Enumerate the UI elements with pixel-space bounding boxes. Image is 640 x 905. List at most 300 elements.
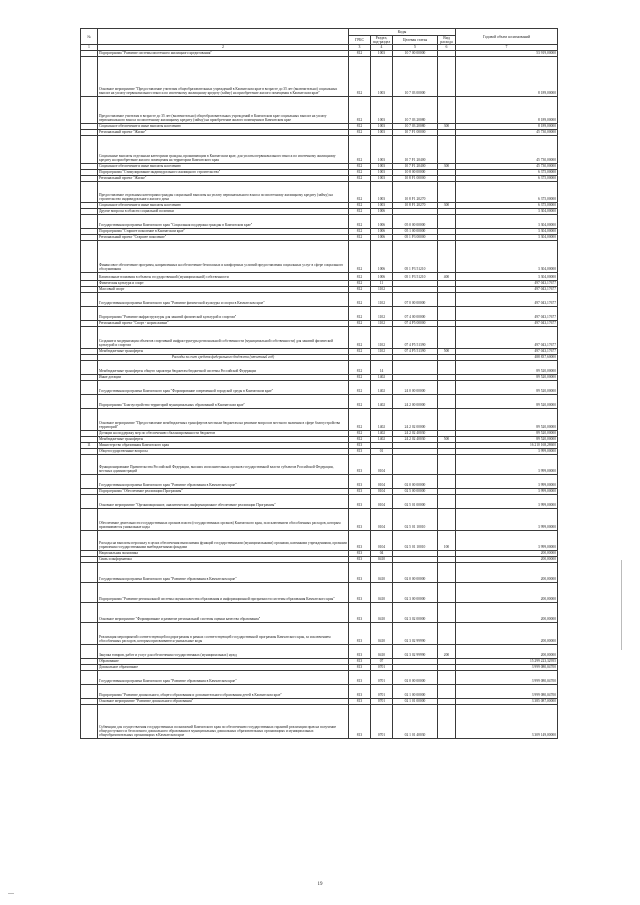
row-name-cell: Подпрограмма "Старшее поколение в Камчатском крае" bbox=[98, 228, 349, 234]
row-name-cell: Другие вопросы в области социальной политики bbox=[98, 208, 349, 214]
row-name-cell: Государственная программа Камчатского края "Развитие образования в Камчатском крае" bbox=[98, 670, 349, 684]
row-amount-cell: 3 999 080,04700 bbox=[456, 684, 558, 698]
row-name-cell: Основное мероприятие "Организационное, аналитическое, информационное обеспечение реализации Программы" bbox=[98, 494, 349, 508]
row-kind-cell bbox=[438, 622, 456, 644]
table-header bbox=[81, 29, 558, 51]
row-amount-cell: 89 520,00000 bbox=[456, 436, 558, 442]
row-grbs-cell: 812 bbox=[349, 320, 371, 326]
row-number-cell bbox=[81, 602, 98, 622]
row-grbs-cell: 812 bbox=[349, 175, 371, 181]
row-target-cell: 02 5 01 10010 bbox=[393, 530, 438, 550]
row-amount-cell: 89 520,00000 bbox=[456, 360, 558, 374]
table-row bbox=[81, 394, 558, 408]
row-section-cell: 1003 bbox=[371, 175, 393, 181]
table-row bbox=[81, 380, 558, 394]
row-name-cell: Функционирование Правительства Российской Федерации, высших исполнительных органов государственной власти субъектов Российской Федерации, местных администраций bbox=[98, 454, 349, 474]
row-name-cell: Государственная программа Камчатского края "Социальная поддержка граждан в Камчатском крае" bbox=[98, 214, 349, 228]
row-kind-cell bbox=[438, 360, 456, 374]
row-grbs-cell: 813 bbox=[349, 664, 371, 670]
row-amount-cell: 497 043,17677 bbox=[456, 306, 558, 320]
row-section-cell: 1003 bbox=[371, 202, 393, 208]
row-grbs-cell: 813 bbox=[349, 508, 371, 530]
row-kind-cell: 300 bbox=[438, 202, 456, 208]
row-name-cell: Основное мероприятие "Предоставление учителям общеобразовательных учреждений в Камчатском крае в возрасте до 35 лет (включительно) социальных выплат на уплату первоначального взноса по ипотечному жилищному кредиту (займу) на приобретение жилого помещения в Камчатском крае" bbox=[98, 56, 349, 96]
row-name-cell: Межбюджетные трансферты общего характера бюджетам бюджетной системы Российской Федерации bbox=[98, 360, 349, 374]
row-section-cell: 0104 bbox=[371, 508, 393, 530]
table-row bbox=[81, 474, 558, 488]
row-section-cell: 1102 bbox=[371, 306, 393, 320]
row-name-cell: Предоставление учителям в возрасте до 35 лет (включительно) общеобразовательных учреждений в Камчатском крае социальных выплат на уплату первоначального взноса по ипотечному жилищному кредиту (займу) на приобретение жилого помещения в Камчатском крае bbox=[98, 96, 349, 123]
row-amount-cell: 497 043,17677 bbox=[456, 280, 558, 286]
row-section-cell: 1003 bbox=[371, 123, 393, 129]
row-kind-cell bbox=[438, 582, 456, 602]
row-number-cell bbox=[81, 494, 98, 508]
row-amount-cell: 497 043,17677 bbox=[456, 292, 558, 306]
row-name-cell: Социальные выплаты отдельным категориям граждан, проживающим в Камчатском крае, для уплаты первоначального взноса по ипотечному жилищному кредиту на приобретение жилого помещения на территории Камчатского края bbox=[98, 135, 349, 163]
row-grbs-cell: 812 bbox=[349, 123, 371, 129]
scan-edge-mark bbox=[621, 560, 622, 650]
row-grbs-cell: 813 bbox=[349, 704, 371, 738]
row-section-cell: 1006 bbox=[371, 240, 393, 272]
row-name-cell: Социальное обеспечение и иные выплаты населению bbox=[98, 202, 349, 208]
table-row bbox=[81, 326, 558, 348]
row-number-cell bbox=[81, 360, 98, 374]
row-section-cell: 0104 bbox=[371, 530, 393, 550]
row-number-cell bbox=[81, 240, 98, 272]
row-target-cell: 10 7 03 00000 bbox=[393, 56, 438, 96]
table-row bbox=[81, 292, 558, 306]
row-amount-cell: 89 520,00000 bbox=[456, 408, 558, 430]
row-name-cell: Подпрограмма "Развитие дошкольного, общего образования и дополнительного образования детей в Камчатском крае" bbox=[98, 684, 349, 698]
row-amount-cell: 3 999,00000 bbox=[456, 508, 558, 530]
row-grbs-cell: 812 bbox=[349, 436, 371, 442]
row-amount-cell: 3 999,00000 bbox=[456, 488, 558, 494]
row-number-cell bbox=[81, 96, 98, 123]
row-section-cell: 0701 bbox=[371, 664, 393, 670]
table-body bbox=[81, 50, 558, 738]
row-section-cell: 1102 bbox=[371, 320, 393, 326]
row-target-cell: 07 4 00 00000 bbox=[393, 306, 438, 320]
table-row bbox=[81, 408, 558, 430]
table-row bbox=[81, 135, 558, 163]
row-name-cell: Расходы на выплаты персоналу в целях обеспечения выполнения функций государственными (муниципальными) органами, казенными учреждениями, органами управления государственными внебюджетными фондами bbox=[98, 530, 349, 550]
row-section-cell: 1006 bbox=[371, 214, 393, 228]
row-kind-cell: 300 bbox=[438, 123, 456, 129]
row-grbs-cell: 813 bbox=[349, 658, 371, 664]
table-row bbox=[81, 622, 558, 644]
row-target-cell: 07 4 P5 51390 bbox=[393, 348, 438, 354]
header-index: 6 bbox=[438, 45, 456, 50]
row-number-cell bbox=[81, 670, 98, 684]
row-kind-cell: 500 bbox=[438, 436, 456, 442]
row-number-cell bbox=[81, 474, 98, 488]
row-name-cell: Субвенции для осуществления государственных полномочий Камчатского края по обеспечению государственных гарантий реализации прав на получение общедоступного и бесплатного дошкольного образования в муниципальных дошкольных образовательных организациях и муниципальных общеобразовательных организациях в Камчатском крае bbox=[98, 704, 349, 738]
header-index: 1 bbox=[81, 45, 98, 50]
row-amount-cell: 3 999,00000 bbox=[456, 454, 558, 474]
row-grbs-cell: 813 bbox=[349, 550, 371, 556]
row-section-cell: 1006 bbox=[371, 234, 393, 240]
row-target-cell: 02 3 02 99990 bbox=[393, 644, 438, 658]
row-name-cell: Национальная экономика bbox=[98, 550, 349, 556]
row-target-cell: 24 0 00 00000 bbox=[393, 380, 438, 394]
row-section-cell: 04 bbox=[371, 550, 393, 556]
row-target-cell: 02 1 01 40030 bbox=[393, 704, 438, 738]
row-section-cell: 1102 bbox=[371, 326, 393, 348]
row-amount-cell: 89 520,00000 bbox=[456, 430, 558, 436]
table-row bbox=[81, 644, 558, 658]
row-grbs-cell: 813 bbox=[349, 670, 371, 684]
row-grbs-cell: 812 bbox=[349, 202, 371, 208]
row-name-cell: Массовый спорт bbox=[98, 286, 349, 292]
header-kind: Вид расхода bbox=[438, 36, 456, 45]
row-target-cell bbox=[393, 360, 438, 374]
row-target-cell: 07 4 P5 51390 bbox=[393, 326, 438, 348]
row-kind-cell: 500 bbox=[438, 348, 456, 354]
row-kind-cell bbox=[438, 408, 456, 430]
row-number-cell bbox=[81, 326, 98, 348]
table-row bbox=[81, 670, 558, 684]
row-target-cell: 02 0 00 00000 bbox=[393, 670, 438, 684]
row-target-cell: 07 0 00 00000 bbox=[393, 292, 438, 306]
row-name-cell: Закупка товаров, работ и услуг для обеспечения государственных (муниципальных) нужд bbox=[98, 644, 349, 658]
row-name-cell: Социальное обеспечение и иные выплаты населению bbox=[98, 123, 349, 129]
table-row bbox=[81, 562, 558, 582]
row-name-cell: Государственная программа Камчатского края "Развитие образования в Камчатском крае" bbox=[98, 474, 349, 488]
row-grbs-cell: 812 bbox=[349, 360, 371, 374]
row-section-cell: 1102 bbox=[371, 292, 393, 306]
row-number-cell bbox=[81, 394, 98, 408]
row-name-cell: Министерство образования Камчатского края bbox=[98, 442, 349, 448]
row-amount-cell: 6 375,00000 bbox=[456, 175, 558, 181]
row-section-cell: 0104 bbox=[371, 488, 393, 494]
row-target-cell: 10 7 F1 00000 bbox=[393, 129, 438, 135]
row-grbs-cell: 812 bbox=[349, 135, 371, 163]
table-row bbox=[81, 530, 558, 550]
header-index: 5 bbox=[393, 45, 438, 50]
row-section-cell: 0410 bbox=[371, 582, 393, 602]
row-amount-cell: 6 375,00000 bbox=[456, 181, 558, 202]
row-number-cell bbox=[81, 454, 98, 474]
row-grbs-cell: 812 bbox=[349, 286, 371, 292]
row-grbs-cell: 812 bbox=[349, 96, 371, 123]
row-number-cell bbox=[81, 380, 98, 394]
table-row bbox=[81, 602, 558, 622]
row-kind-cell bbox=[438, 326, 456, 348]
row-grbs-cell: 812 bbox=[349, 163, 371, 169]
row-section-cell: 1006 bbox=[371, 272, 393, 280]
row-section-cell: 0410 bbox=[371, 644, 393, 658]
row-section-cell: 0104 bbox=[371, 494, 393, 508]
row-section-cell: 1003 bbox=[371, 169, 393, 175]
row-name-cell: Региональный проект "Жилье" bbox=[98, 175, 349, 181]
row-section-cell: 07 bbox=[371, 658, 393, 664]
row-grbs-cell: 813 bbox=[349, 622, 371, 644]
row-name-cell: Иные дотации bbox=[98, 374, 349, 380]
row-section-cell: 0701 bbox=[371, 684, 393, 698]
row-name-cell: Государственная программа Камчатского края "Формирование современной городской среды в Камчатском крае" bbox=[98, 380, 349, 394]
row-target-cell: 10 8 F1 20270 bbox=[393, 202, 438, 208]
row-section-cell: 1003 bbox=[371, 96, 393, 123]
row-section-cell: 0410 bbox=[371, 556, 393, 562]
header-index: 7 bbox=[456, 45, 558, 50]
row-amount-cell: 8 189,00000 bbox=[456, 123, 558, 129]
row-section-cell: 0410 bbox=[371, 602, 393, 622]
row-target-cell: 02 5 00 00000 bbox=[393, 488, 438, 494]
row-target-cell: 07 4 P5 00000 bbox=[393, 320, 438, 326]
row-section-cell: 1003 bbox=[371, 163, 393, 169]
table-row bbox=[81, 272, 558, 280]
row-kind-cell bbox=[438, 602, 456, 622]
row-amount-cell: 3 999 080,04700 bbox=[456, 670, 558, 684]
row-amount-cell: 488 837,60000 bbox=[456, 354, 558, 360]
header-name bbox=[98, 29, 349, 45]
row-grbs-cell: 813 bbox=[349, 454, 371, 474]
scan-edge-mark bbox=[8, 893, 14, 894]
row-grbs-cell: 813 bbox=[349, 494, 371, 508]
row-amount-cell: 497 043,17677 bbox=[456, 348, 558, 354]
row-amount-cell: 3 999,00000 bbox=[456, 448, 558, 454]
row-amount-cell: 200,00000 bbox=[456, 622, 558, 644]
row-name-cell: Капитальные вложения в объекты государственной (муниципальной) собственности bbox=[98, 272, 349, 280]
row-target-cell bbox=[393, 454, 438, 474]
row-amount-cell: 45 730,00000 bbox=[456, 163, 558, 169]
row-target-cell: 10 7 F1 20400 bbox=[393, 163, 438, 169]
table-row bbox=[81, 684, 558, 698]
row-section-cell: 1402 bbox=[371, 408, 393, 430]
row-amount-cell: 89 520,00000 bbox=[456, 380, 558, 394]
row-number-cell bbox=[81, 562, 98, 582]
row-target-cell: 05 1 P3 51210 bbox=[393, 240, 438, 272]
row-section-cell: 0104 bbox=[371, 474, 393, 488]
row-number-cell bbox=[81, 306, 98, 320]
row-grbs-cell: 813 bbox=[349, 644, 371, 658]
table-row bbox=[81, 454, 558, 474]
row-grbs-cell: 813 bbox=[349, 582, 371, 602]
row-section-cell: 1003 bbox=[371, 56, 393, 96]
table-row bbox=[81, 96, 558, 123]
row-target-cell: 02 5 01 10010 bbox=[393, 508, 438, 530]
row-amount-cell: 3 304,00000 bbox=[456, 208, 558, 214]
row-kind-cell bbox=[438, 96, 456, 123]
row-target-cell: 24 2 02 00000 bbox=[393, 408, 438, 430]
row-number-cell bbox=[81, 272, 98, 280]
row-amount-cell: 3 999,00000 bbox=[456, 494, 558, 508]
row-name-cell: Образование bbox=[98, 658, 349, 664]
header-total: Годовой объем ассигнований bbox=[456, 29, 558, 45]
row-name-cell: Межбюджетные трансферты bbox=[98, 436, 349, 442]
table-row bbox=[81, 582, 558, 602]
row-grbs-cell: 812 bbox=[349, 374, 371, 380]
header-section: Раздел, под-раздел bbox=[371, 36, 393, 45]
row-number-cell bbox=[81, 292, 98, 306]
row-name-cell: Дотации на поддержку мер по обеспечению сбалансированности бюджетов bbox=[98, 430, 349, 436]
row-section-cell: 0701 bbox=[371, 704, 393, 738]
row-name-cell: Связь и информатика bbox=[98, 556, 349, 562]
row-grbs-cell: 813 bbox=[349, 602, 371, 622]
row-kind-cell bbox=[438, 684, 456, 698]
row-section-cell: 0104 bbox=[371, 454, 393, 474]
row-grbs-cell: 813 bbox=[349, 442, 371, 448]
row-target-cell: 02 3 02 00000 bbox=[393, 602, 438, 622]
row-grbs-cell: 812 bbox=[349, 129, 371, 135]
row-name-cell: Основное мероприятие "Развитие дошкольного образования" bbox=[98, 698, 349, 704]
row-target-cell: 02 1 00 00000 bbox=[393, 684, 438, 698]
row-number-cell bbox=[81, 622, 98, 644]
row-amount-cell: 15 299 223,32955 bbox=[456, 658, 558, 664]
row-target-cell: 24 2 02 40030 bbox=[393, 430, 438, 436]
row-grbs-cell: 812 bbox=[349, 306, 371, 320]
row-amount-cell: 3 304,00000 bbox=[456, 234, 558, 240]
row-name-cell: Подпрограмма "Обеспечение реализации Программы" bbox=[98, 488, 349, 494]
row-name-cell: Дошкольное образование bbox=[98, 664, 349, 670]
header-grbs: ГРБС bbox=[349, 36, 371, 45]
row-section-cell: 11 bbox=[371, 280, 393, 286]
row-kind-cell bbox=[438, 292, 456, 306]
table-row bbox=[81, 306, 558, 320]
row-amount-cell: 497 043,17677 bbox=[456, 320, 558, 326]
row-name-cell: Подпрограмма "Стимулирование индивидуального жилищного строительства" bbox=[98, 169, 349, 175]
row-amount-cell: 497 043,17677 bbox=[456, 286, 558, 292]
row-amount-cell: 200,00000 bbox=[456, 556, 558, 562]
row-amount-cell: 6 375,00000 bbox=[456, 202, 558, 208]
header-target: Целевая статья bbox=[393, 36, 438, 45]
row-name-cell: Обеспечение деятельности государственных органов власти (государственных органов) Камчатского края, за исключением обособленных расходов, которым присваиваются уникальные коды bbox=[98, 508, 349, 530]
row-kind-cell bbox=[438, 135, 456, 163]
row-kind-cell bbox=[438, 380, 456, 394]
row-number-cell bbox=[81, 582, 98, 602]
row-target-cell: 10 7 03 20080 bbox=[393, 123, 438, 129]
row-section-cell: 1402 bbox=[371, 430, 393, 436]
row-kind-cell bbox=[438, 670, 456, 684]
header-codes: Коды bbox=[349, 29, 456, 36]
row-target-cell: 02 5 01 00000 bbox=[393, 494, 438, 508]
row-name-cell: Расходы за счет средств федерального бюджета (отчетный год) bbox=[98, 354, 349, 360]
row-number-cell bbox=[81, 704, 98, 738]
row-grbs-cell: 813 bbox=[349, 556, 371, 562]
row-number-cell bbox=[81, 56, 98, 96]
row-section-cell: 1402 bbox=[371, 394, 393, 408]
row-section-cell: 1402 bbox=[371, 380, 393, 394]
row-amount-cell: 6 375,00000 bbox=[456, 169, 558, 175]
table-row bbox=[81, 704, 558, 738]
row-kind-cell bbox=[438, 394, 456, 408]
row-section-cell: 0701 bbox=[371, 698, 393, 704]
row-number-cell bbox=[81, 530, 98, 550]
row-grbs-cell: 812 bbox=[349, 240, 371, 272]
row-name-cell: Реализация мероприятий соответствующей подпрограммы в рамках соответствующей государственной программы Камчатского края, за исключением обособленных расходов, которым присваиваются уникальные коды bbox=[98, 622, 349, 644]
row-target-cell: 05 1 P3 51210 bbox=[393, 272, 438, 280]
row-kind-cell bbox=[438, 494, 456, 508]
row-grbs-cell: 812 bbox=[349, 280, 371, 286]
row-kind-cell: 400 bbox=[438, 272, 456, 280]
row-section-cell: 0410 bbox=[371, 562, 393, 582]
row-name-cell: Физическая культура и спорт bbox=[98, 280, 349, 286]
row-kind-cell bbox=[438, 56, 456, 96]
row-kind-cell bbox=[438, 214, 456, 228]
budget-table bbox=[80, 28, 558, 739]
row-amount-cell: 3 999 080,04700 bbox=[456, 664, 558, 670]
row-grbs-cell: 813 bbox=[349, 684, 371, 698]
table-row bbox=[81, 494, 558, 508]
header-number: № bbox=[81, 29, 98, 45]
row-name-cell: Создание и модернизация объектов спортивной инфраструктуры региональной собственности (муниципальной собственности) для занятий физической культурой и спортом bbox=[98, 326, 349, 348]
row-grbs-cell: 812 bbox=[349, 214, 371, 228]
row-amount-cell: 200,00000 bbox=[456, 582, 558, 602]
row-kind-cell bbox=[438, 704, 456, 738]
row-amount-cell: 3 304,00000 bbox=[456, 240, 558, 272]
row-section-cell: 1402 bbox=[371, 374, 393, 380]
row-grbs-cell: 812 bbox=[349, 181, 371, 202]
row-name-cell: Подпрограмма "Развитие региональной системы оценки качества образования и информационной прозрачности системы образования Камчатского края" bbox=[98, 582, 349, 602]
row-section-cell: 1003 bbox=[371, 129, 393, 135]
row-amount-cell: 200,00000 bbox=[456, 550, 558, 556]
header-index: 4 bbox=[371, 45, 393, 50]
row-grbs-cell: 812 bbox=[349, 408, 371, 430]
row-name-cell: Государственная программа Камчатского края "Развитие физической культуры и спорта в Камчатском крае" bbox=[98, 292, 349, 306]
table-row bbox=[81, 360, 558, 374]
row-target-cell: 02 0 00 00000 bbox=[393, 562, 438, 582]
row-amount-cell: 89 520,00000 bbox=[456, 394, 558, 408]
row-grbs-cell: 813 bbox=[349, 698, 371, 704]
row-target-cell: 10 8 F1 20270 bbox=[393, 181, 438, 202]
row-grbs-cell: 812 bbox=[349, 169, 371, 175]
table-row bbox=[81, 181, 558, 202]
row-amount-cell: 497 043,17677 bbox=[456, 326, 558, 348]
row-name-cell: Основное мероприятие "Формирование и развитие региональной системы оценки качества образования" bbox=[98, 602, 349, 622]
row-grbs-cell: 812 bbox=[349, 348, 371, 354]
header-index: 2 bbox=[98, 45, 349, 50]
row-kind-cell bbox=[438, 508, 456, 530]
row-amount-cell: 3 304,00000 bbox=[456, 272, 558, 280]
header-index: 3 bbox=[349, 45, 371, 50]
table-row bbox=[81, 56, 558, 96]
row-grbs-cell: 812 bbox=[349, 380, 371, 394]
row-grbs-cell: 812 bbox=[349, 292, 371, 306]
row-target-cell: 02 3 00 00000 bbox=[393, 582, 438, 602]
row-target-cell: 02 1 01 00000 bbox=[393, 698, 438, 704]
row-amount-cell: 200,00000 bbox=[456, 602, 558, 622]
row-amount-cell: 200,00000 bbox=[456, 644, 558, 658]
row-target-cell: 10 8 F1 00000 bbox=[393, 175, 438, 181]
row-grbs-cell: 812 bbox=[349, 326, 371, 348]
row-name-cell: Региональный проект "Жилье" bbox=[98, 129, 349, 135]
row-grbs-cell: 813 bbox=[349, 530, 371, 550]
row-target-cell: 02 0 00 00000 bbox=[393, 474, 438, 488]
row-grbs-cell: 813 bbox=[349, 448, 371, 454]
row-section-cell: 14 bbox=[371, 360, 393, 374]
row-target-cell: 05 1 P3 00000 bbox=[393, 234, 438, 240]
table-row bbox=[81, 240, 558, 272]
row-name-cell: Государственная программа Камчатского края "Развитие образования в Камчатском крае" bbox=[98, 562, 349, 582]
row-section-cell: 1102 bbox=[371, 286, 393, 292]
row-grbs-cell: 813 bbox=[349, 488, 371, 494]
row-grbs-cell: 812 bbox=[349, 56, 371, 96]
row-amount-cell: 8 189,00000 bbox=[456, 96, 558, 123]
row-target-cell: 10 8 00 00000 bbox=[393, 169, 438, 175]
row-section-cell: 1402 bbox=[371, 436, 393, 442]
row-name-cell: Межбюджетные трансферты bbox=[98, 348, 349, 354]
row-amount-cell: 53 919,00000 bbox=[456, 50, 558, 56]
row-number-cell bbox=[81, 684, 98, 698]
row-name-cell: Региональный проект "Старшее поколение" bbox=[98, 234, 349, 240]
row-target-cell: 24 2 00 00000 bbox=[393, 394, 438, 408]
row-target-cell: 24 2 02 40030 bbox=[393, 436, 438, 442]
row-name-cell: Подпрограмма "Благоустройство территорий муниципальных образований в Камчатском крае" bbox=[98, 394, 349, 408]
row-number-cell bbox=[81, 644, 98, 658]
row-grbs-cell: 812 bbox=[349, 208, 371, 214]
row-section-cell: 1006 bbox=[371, 208, 393, 214]
row-section-cell: 0410 bbox=[371, 622, 393, 644]
